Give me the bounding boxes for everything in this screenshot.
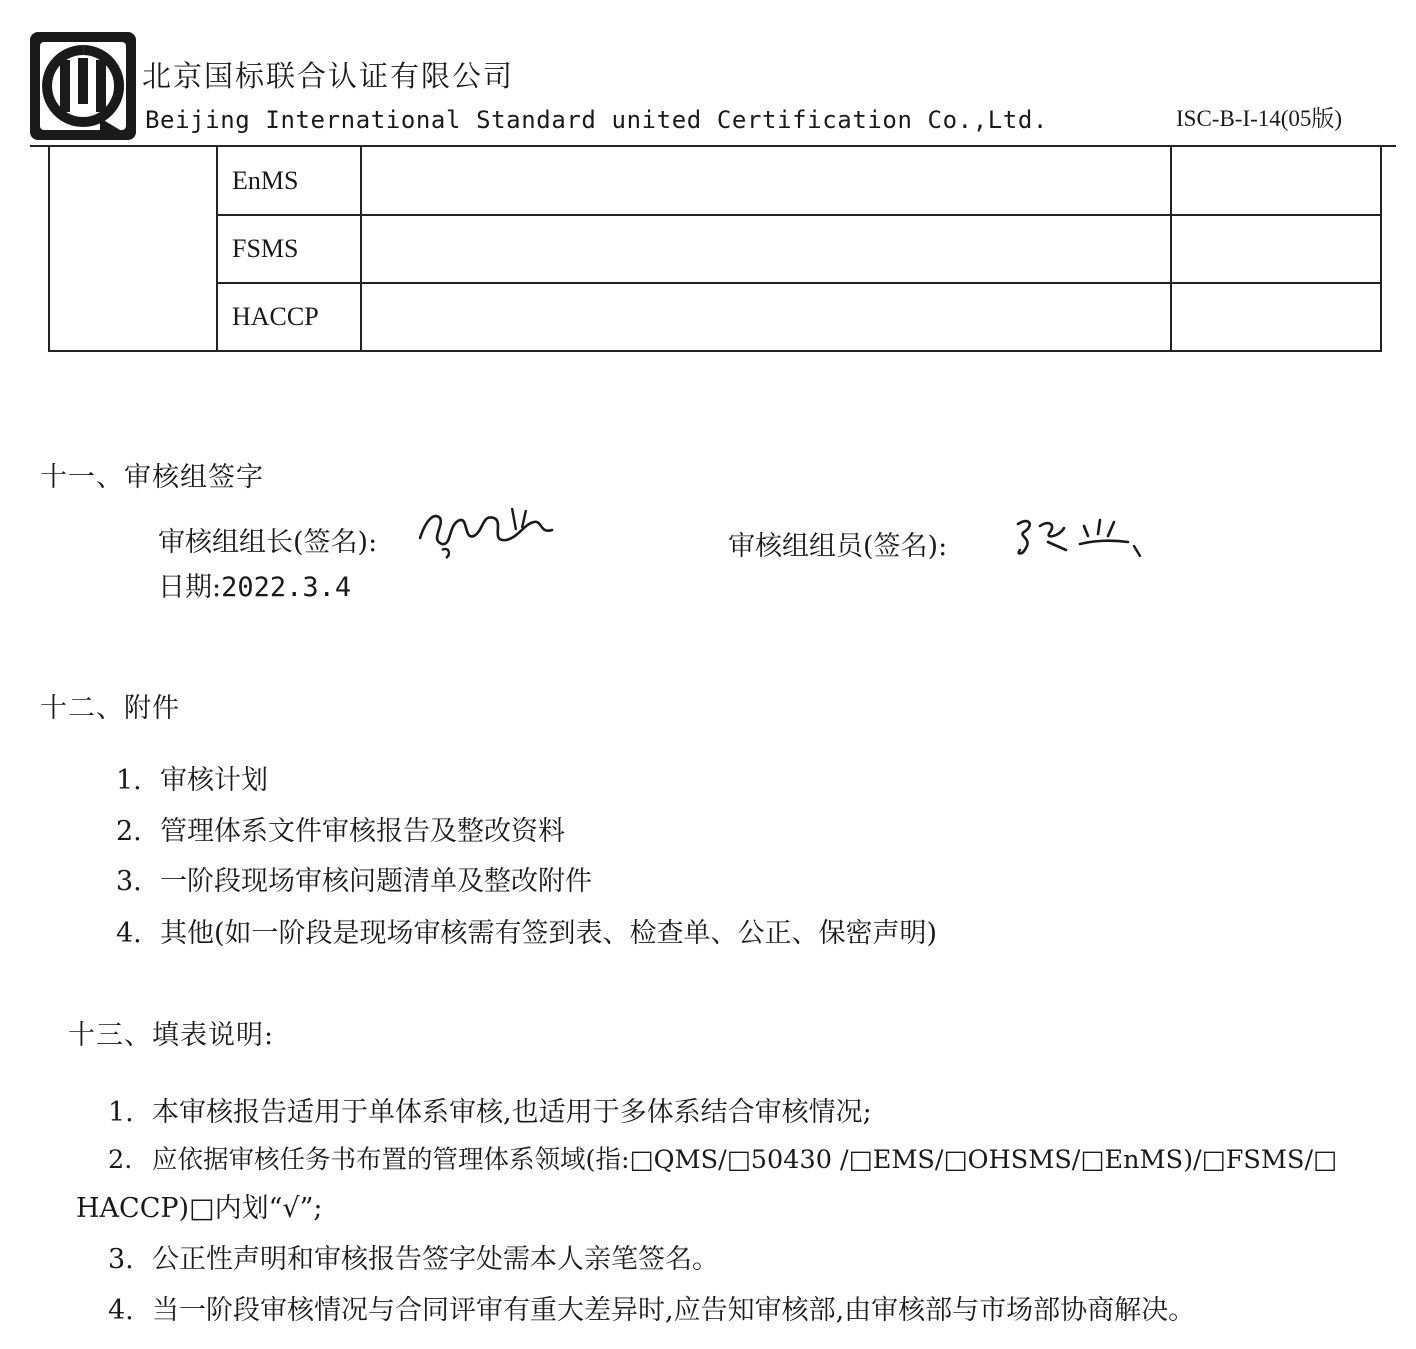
list-item-number: 2. — [108, 1145, 133, 1175]
list-item-text: 公正性声明和审核报告签字处需本人亲笔签名。 — [152, 1244, 719, 1275]
table-cell-content — [361, 283, 1171, 351]
table-cell-label: HACCP — [217, 283, 361, 351]
table-cell-label: FSMS — [217, 215, 361, 283]
company-name-en: Beijing International Standard united Certification Co.,Ltd. — [145, 106, 1048, 134]
list-item — [108, 1237, 719, 1276]
member-signature — [1010, 506, 1160, 566]
date-label: 日期: — [158, 572, 222, 603]
section-11-heading: 十一、审核组签字 — [40, 462, 264, 493]
list-item — [116, 911, 937, 950]
list-item — [108, 1288, 1195, 1327]
table-cell-content — [361, 215, 1171, 283]
list-item-number: 4. — [108, 1295, 134, 1326]
list-item-number: 3. — [108, 1244, 134, 1275]
scope-table — [48, 147, 1382, 352]
table-cell-remark — [1171, 215, 1381, 283]
table-cell-label: EnMS — [217, 147, 361, 215]
table-row — [49, 283, 1381, 351]
table-cell-content — [361, 147, 1171, 215]
list-item-number: 2. — [116, 816, 142, 847]
list-item-text: 其他(如一阶段是现场审核需有签到表、检查单、公正、保密声明) — [160, 918, 938, 949]
list-item — [108, 1140, 1337, 1176]
form-code: ISC-B-I-14(05版) — [1176, 106, 1343, 131]
list-item — [116, 758, 268, 797]
list-item-text: 本审核报告适用于单体系审核,也适用于多体系结合审核情况; — [152, 1097, 872, 1128]
list-item-text: 审核计划 — [160, 765, 268, 796]
date-value: 2022.3.4 — [221, 572, 352, 603]
table-cell-remark — [1171, 283, 1381, 351]
list-item-number: 1. — [108, 1097, 134, 1128]
section-13-heading: 十三、填表说明: — [68, 1020, 275, 1051]
table-cell-remark — [1171, 147, 1381, 215]
company-logo — [30, 32, 136, 140]
table-merged-cell — [49, 147, 217, 351]
section-12-heading: 十二、附件 — [40, 693, 180, 724]
list-item-number: 4. — [116, 918, 142, 949]
list-item — [108, 1090, 872, 1129]
list-item-text: 当一阶段审核情况与合同评审有重大差异时,应告知审核部,由审核部与市场部协商解决。 — [152, 1295, 1196, 1326]
table-row — [49, 147, 1381, 215]
list-item-continuation: HACCP)□内划“√”; — [76, 1193, 323, 1224]
table-row — [49, 215, 1381, 283]
company-name-cn: 北京国标联合认证有限公司 — [142, 59, 515, 93]
list-item-text: 管理体系文件审核报告及整改资料 — [160, 816, 565, 847]
list-item-number: 1. — [116, 765, 142, 796]
list-item-text: 应依据审核任务书布置的管理体系领域(指:□QMS/□50430 /□EMS/□OHSMS/□EnMS)/□FSMS/□ — [152, 1145, 1338, 1175]
leader-signature-label: 审核组组长(签名): — [158, 527, 378, 558]
list-item — [116, 859, 592, 898]
signature-date — [158, 565, 351, 604]
leader-signature — [412, 500, 562, 560]
list-item-text: 一阶段现场审核问题清单及整改附件 — [160, 866, 592, 897]
list-item-number: 3. — [116, 866, 142, 897]
list-item — [116, 809, 565, 848]
member-signature-label: 审核组组员(签名): — [728, 531, 948, 562]
